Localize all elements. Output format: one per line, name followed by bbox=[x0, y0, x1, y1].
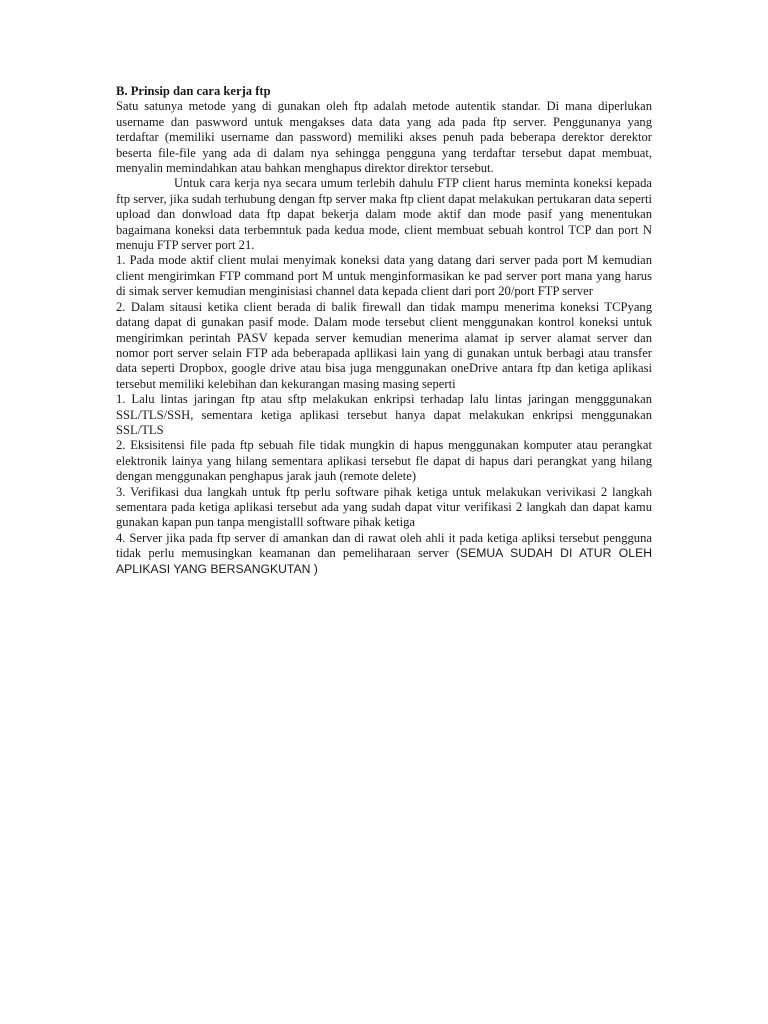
paragraph-how-it-works: Untuk cara kerja nya secara umum terlebih dahulu FTP client harus meminta koneksi kepada ftp server, jika sudah terhubung dengan ftp server maka ftp client dapat melakukan pertukaran data seperti upload dan donwload data ftp dapat bekerja dalam mode aktif dan mode pasif yang menentukan bagaimana koneksi data terbemntuk pada kedua mode, client membuat sebuah kontrol TCP dan port N menuju FTP server port 21. bbox=[116, 176, 652, 253]
server-note: (SEMUA SUDAH DI ATUR OLEH APLIKASI YANG BERSANGKUTAN ) bbox=[116, 546, 652, 576]
server-text: 4. Server jika pada ftp server di amankan dan di rawat oleh ahli it pada ketiga apliksi tersebut pengguna tidak perlu memusingkan keamanan dan pemeliharaan server bbox=[116, 530, 652, 561]
paragraph-server bbox=[116, 531, 652, 577]
paragraph-passive-mode: 2. Dalam sitausi ketika client berada di balik firewall dan tidak mampu menerima koneksi TCPyang datang dapat di gunakan pasif mode. Dalam mode tersebut client menggunakan kontrol koneksi untuk mengirimkan perintah PASV kepada server kemudian menerima alamat ip server alamat server dan nomor port server selain FTP ada beberapada apllikasi lain yang di gunakan untuk berbagi atau transfer data seperti Dropbox, google drive atau bisa juga menggunakan oneDrive antara ftp dan ketiga aplikasi tersebut memiliki kelebihan dan kekurangan masing masing seperti bbox=[116, 299, 652, 391]
paragraph-file-existence: 2. Eksisitensi file pada ftp sebuah file tidak mungkin di hapus menggunakan komputer atau perangkat elektronik lainya yang hilang sementara aplikasi tersebut fle dapat di hapus dari perangkat yang hilang dengan menggunakan penghapus jarak jauh (remote delete) bbox=[116, 438, 652, 484]
paragraph-authentication: Satu satunya metode yang di gunakan oleh ftp adalah metode autentik standar. Di mana diperlukan username dan paswword untuk mengakses data data yang ada pada ftp server. Penggunanya yang terdaftar (memiliki username dan password) memiliki akses penuh pada beberapa derektor derektor beserta file-file yang ada di dalam nya sehingga pengguna yang terdaftar tersebut dapat membuat, menyalin memindahkan atau bahkan menghapus direktor direktor tersebut. bbox=[116, 99, 652, 176]
paragraph-network-traffic: 1. Lalu lintas jaringan ftp atau sftp melakukan enkripsi terhadap lalu lintas jaringan mengggunakan SSL/TLS/SSH, sementara ketiga aplikasi tersebut hanya dapat melakukan enkripsi menggunakan SSL/TLS bbox=[116, 392, 652, 437]
paragraph-active-mode: 1. Pada mode aktif client mulai menyimak koneksi data yang datang dari server pada port M kemudian client mengirimkan FTP command port M untuk menginformasikan ke pad server port mana yang harus di simak server kemudian menginisiasi channel data kepada client dari port 20/port FTP server bbox=[116, 253, 652, 299]
section-heading: B. Prinsip dan cara kerja ftp bbox=[116, 84, 271, 98]
document-page bbox=[116, 84, 652, 577]
paragraph-two-step-verification: 3. Verifikasi dua langkah untuk ftp perlu software pihak ketiga untuk melakukan verivikasi 2 langkah sementara pada ketiga aplikasi tersebut ada yang sudah dapat vitur verifikasi 2 langkah dan dapat kamu gunakan kapan pun tanpa mengistalll software pihak ketiga bbox=[116, 484, 652, 530]
